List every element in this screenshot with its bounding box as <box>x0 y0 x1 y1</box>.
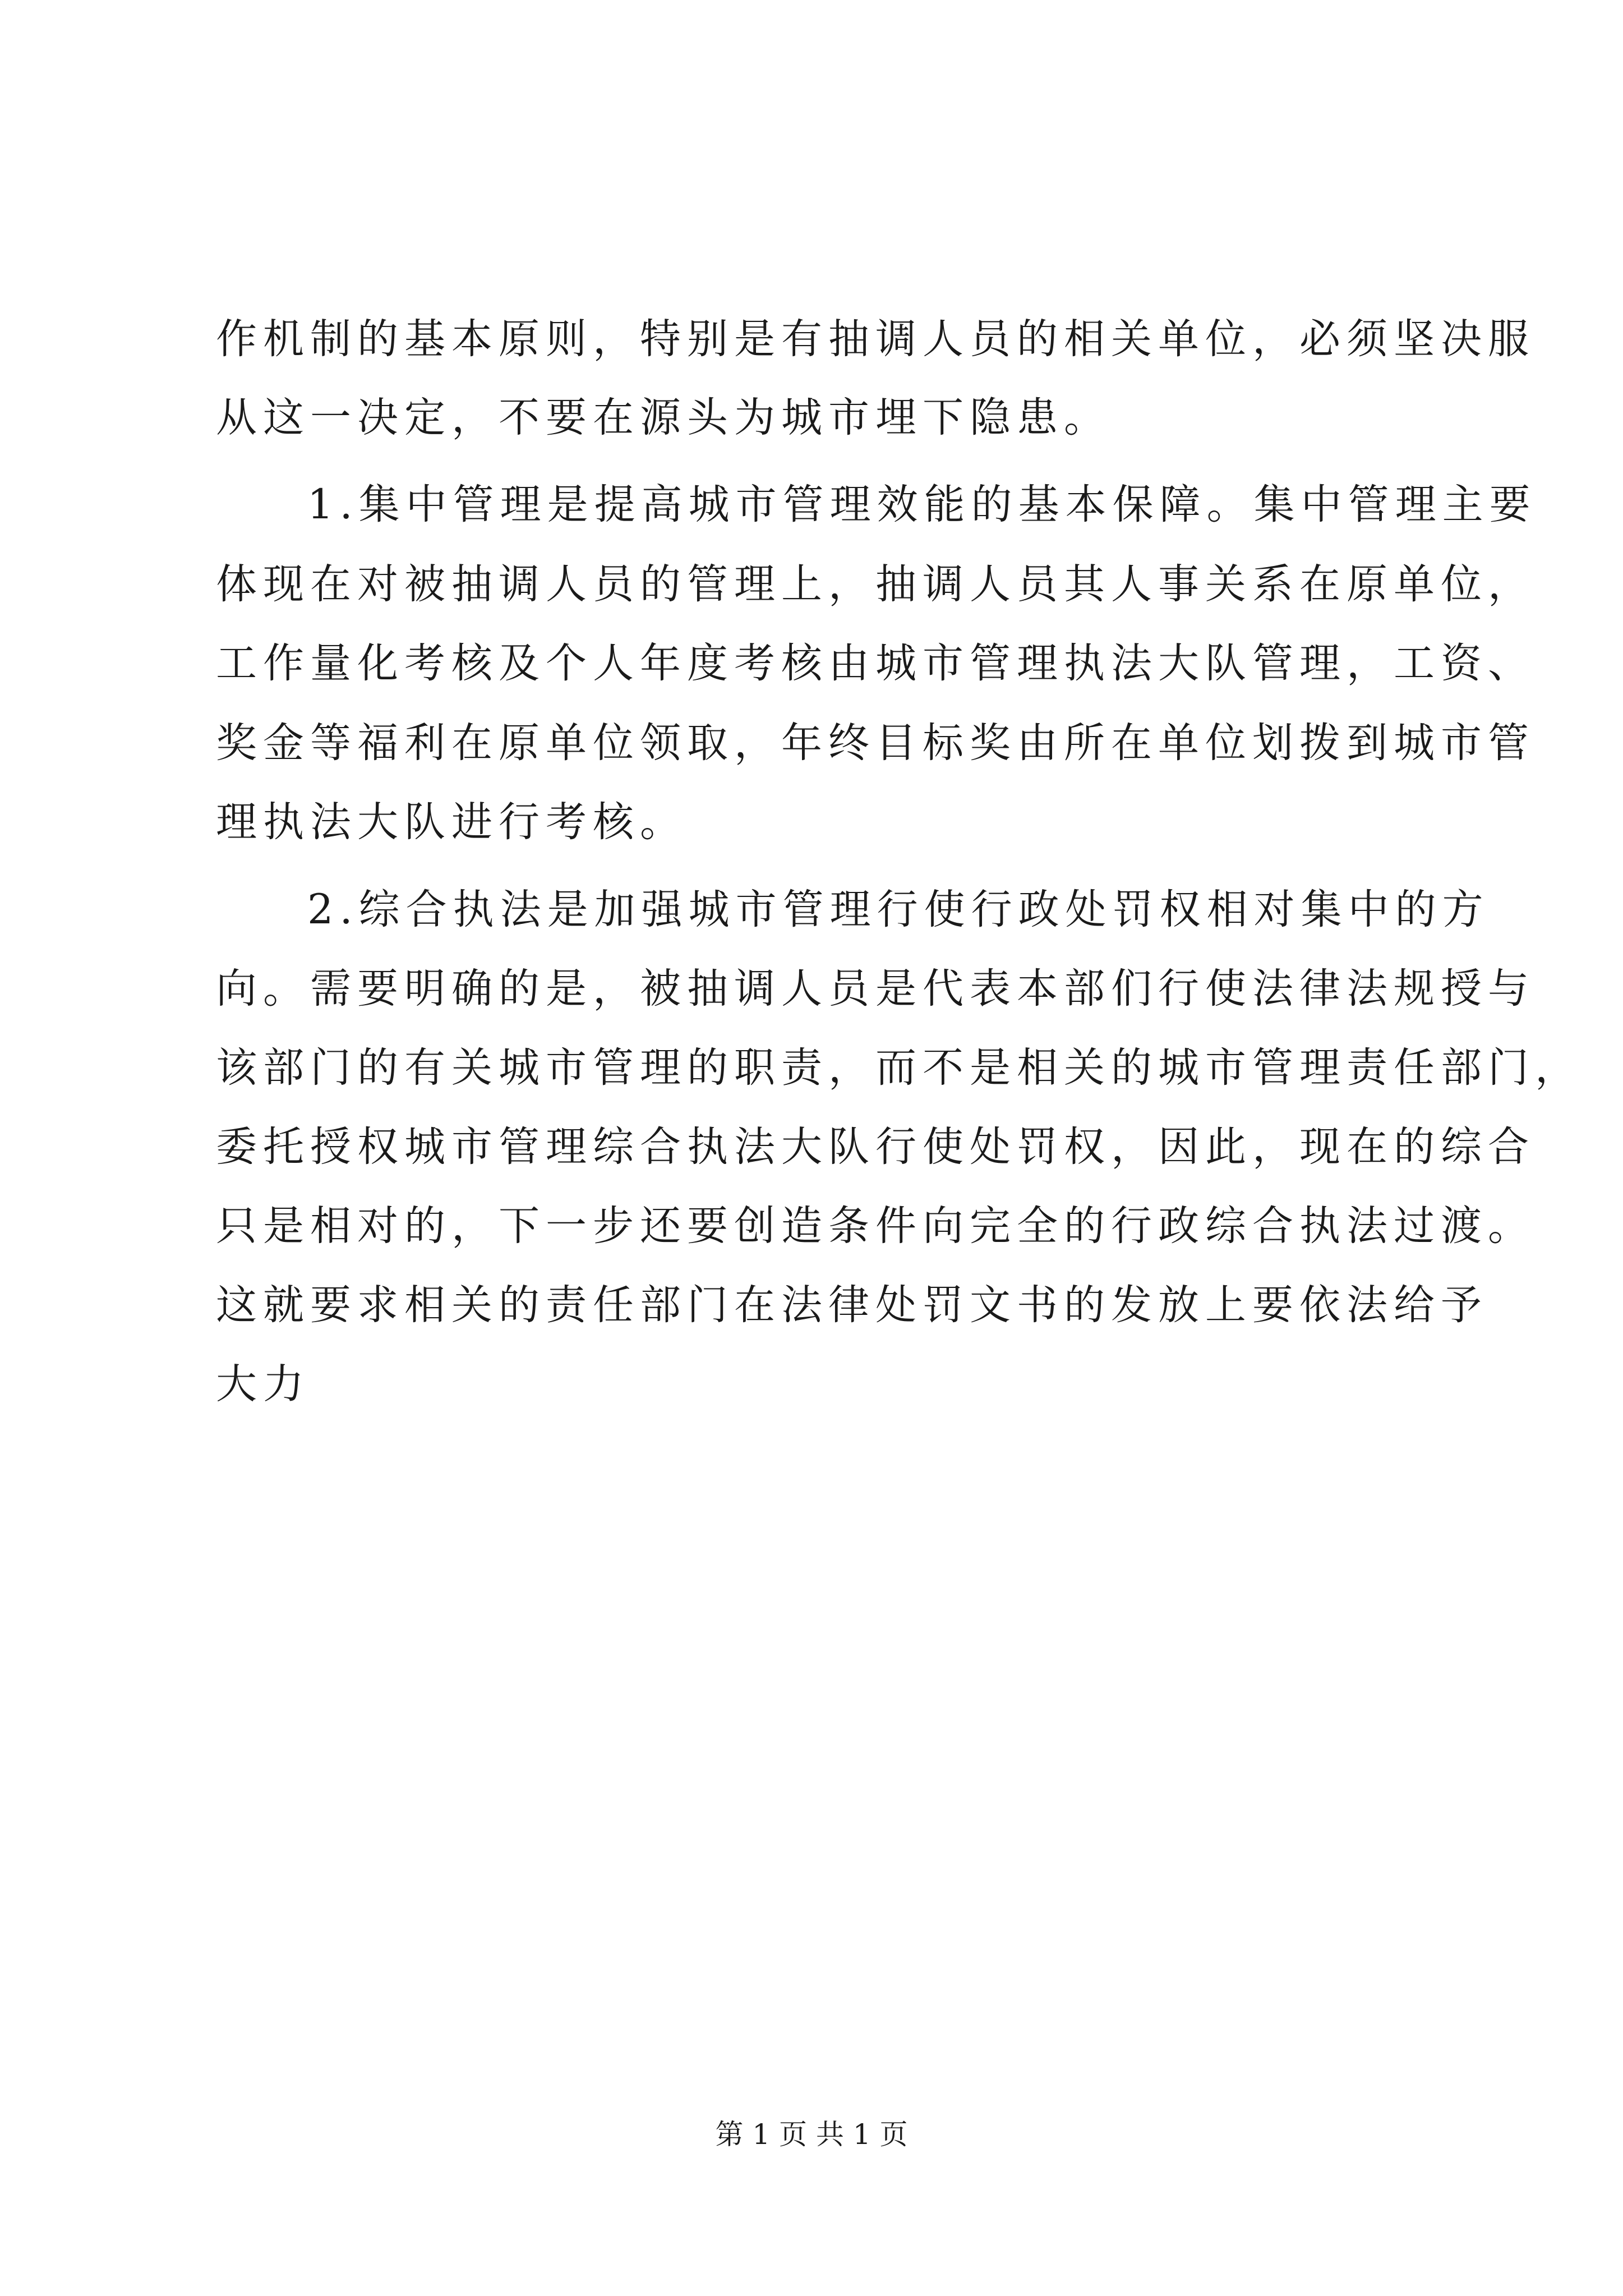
body-line: 工作量化考核及个人年度考核由城市管理执法大队管理，工资、 <box>216 639 1535 687</box>
body-line: 这就要求相关的责任部门在法律处罚文书的发放上要依法给予 <box>216 1281 1488 1329</box>
body-line: 只是相对的，下一步还要创造条件向完全的行政综合执法过渡。 <box>216 1202 1535 1250</box>
body-line: 奖金等福利在原单位领取，年终目标奖由所在单位划拨到城市管 <box>216 719 1535 767</box>
body-line: 作机制的基本原则，特别是有抽调人员的相关单位，必须坚决服 <box>216 315 1535 363</box>
page-number-footer: 第 1 页 共 1 页 <box>715 2118 908 2151</box>
body-line: 委托授权城市管理综合执法大队行使处罚权，因此，现在的综合 <box>216 1123 1535 1171</box>
body-line: 体现在对被抽调人员的管理上，抽调人员其人事关系在原单位， <box>216 560 1535 608</box>
paragraph-1-first-line: 1.集中管理是提高城市管理效能的基本保障。集中管理主要 <box>307 481 1537 528</box>
body-line: 向。需要明确的是，被抽调人员是代表本部们行使法律法规授与 <box>216 965 1535 1013</box>
body-line: 大力 <box>216 1360 310 1408</box>
body-line: 从这一决定，不要在源头为城市埋下隐患。 <box>216 394 1111 441</box>
paragraph-2-first-line: 2.综合执法是加强城市管理行使行政处罚权相对集中的方 <box>307 886 1490 933</box>
body-line: 理执法大队进行考核。 <box>216 798 687 846</box>
body-line: 该部门的有关城市管理的职责，而不是相关的城市管理责任部门， <box>216 1044 1582 1092</box>
